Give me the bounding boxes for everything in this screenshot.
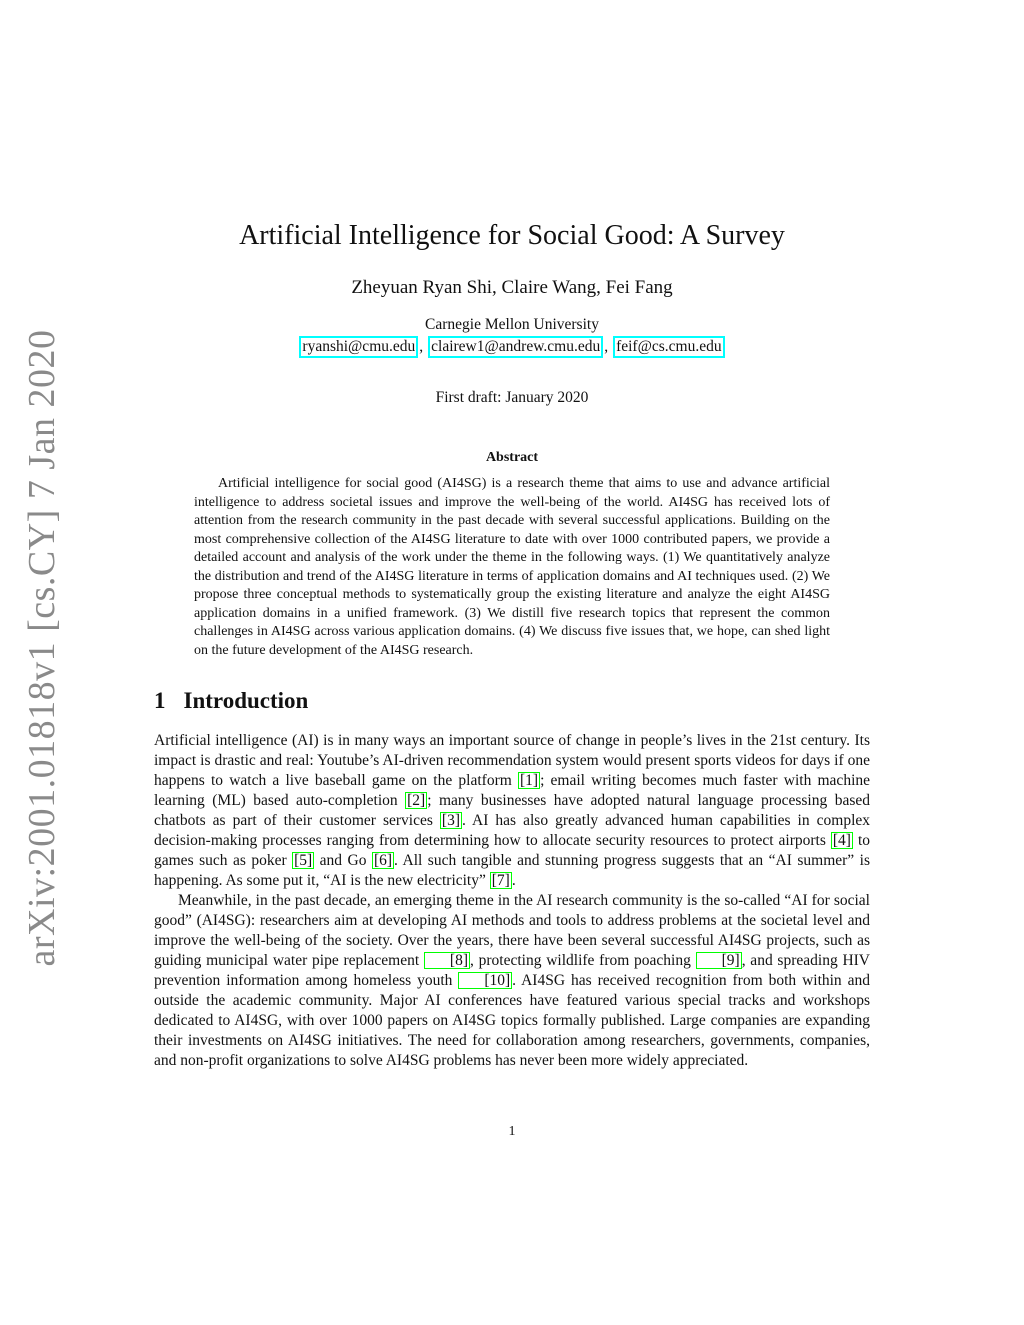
section-number: 1 bbox=[154, 688, 166, 713]
affiliation: Carnegie Mellon University bbox=[425, 316, 599, 333]
paragraph-text: . AI4SG has received recognition from both within and outside the academic community. Major AI conferences have featured various special tracks and workshops dedicated to AI4SG, with over 1000 papers on AI4SG topics formally published. Large companies are expanding their investments on AI4SG initiatives. The need for collaboration among researchers, governments, companies, and non-profit organizations to solve AI4SG problems has never been more widely appreciated. bbox=[154, 972, 871, 1069]
paragraph-text: , protecting wildlife from poaching bbox=[470, 952, 696, 969]
paragraph-text: . AI has also greatly advanced human capabilities in complex decision-making processes ranging from determining how to allocate security resources to protect airports bbox=[154, 812, 870, 849]
abstract-text: Artificial intelligence for social good (AI4SG) is a research theme that aims to use and advance artificial intelligence to address societal issues and improve the well-being of the world. AI4SG has received lots of attention from the research community in the past decade with several successful applications. Building on the most comprehensive collection of the AI4SG literature to date with over 1000 contributed papers, we provide a detailed account and analysis of the work under the theme in the following ways. (1) We quantitatively analyze the distribution and trend of the AI4SG literature in terms of application domains and AI techniques used. (2) We propose three conceptual methods to systematically group the existing literature and analyze the eight AI4SG application domains in a unified framework. (3) We distill five research topics that represent the common challenges in AI4SG across various application domains. (4) We discuss five issues that, we hope, can shed light on the future development of the AI4SG research. bbox=[194, 476, 830, 658]
paragraph-text: ; email writing becomes much faster with machine learning (ML) based auto-completion bbox=[154, 772, 871, 809]
abstract-heading: Abstract bbox=[485, 450, 539, 465]
paragraph-text: to games such as poker bbox=[154, 832, 870, 869]
paragraph-text: Artificial intelligence (AI) is in many ways an important source of change in people’s lives in the 21st century. Its impact is drastic and real: Youtube’s AI-driven recommendation system would present sports videos for days if one happens to watch a live baseball game on the platform bbox=[154, 732, 870, 789]
intro-paragraph-2 bbox=[154, 891, 870, 1071]
citation-link-6[interactable]: [6] bbox=[373, 852, 393, 869]
paragraph-text: and Go bbox=[314, 852, 372, 869]
citation-link-4[interactable]: [4] bbox=[832, 832, 851, 849]
citation-link-10[interactable]: [10] bbox=[458, 972, 512, 989]
section-heading bbox=[154, 688, 308, 714]
introduction-body bbox=[154, 731, 870, 1071]
citation-link-9[interactable]: [9] bbox=[696, 952, 742, 969]
paragraph-text: Meanwhile, in the past decade, an emerging theme in the AI research community is the so-called “AI for social good” (AI4SG): researchers aim at developing AI methods and tools to address problems at the societal level and improve the well-being of the society. Over the years, there have been several successful AI4SG projects, such as guiding municipal water pipe replacement bbox=[154, 892, 870, 969]
citation-link-8[interactable]: [8] bbox=[424, 952, 470, 969]
page-number: 1 bbox=[508, 1124, 516, 1139]
email-link-clairew1[interactable]: clairew1@andrew.cmu.edu bbox=[428, 336, 603, 358]
email-link-feif[interactable]: feif@cs.cmu.edu bbox=[613, 336, 725, 358]
citation-link-7[interactable]: [7] bbox=[491, 872, 510, 889]
arxiv-stamp: arXiv:2001.01818v1 [cs.CY] 7 Jan 2020 bbox=[21, 329, 63, 967]
paper-title: Artificial Intelligence for Social Good: A Survey bbox=[239, 220, 785, 251]
email-separator: , bbox=[604, 338, 609, 355]
citation-link-1[interactable]: [1] bbox=[519, 772, 539, 789]
email-separator: , bbox=[419, 338, 424, 355]
email-link-ryanshi[interactable]: ryanshi@cmu.edu bbox=[299, 336, 418, 358]
citation-link-5[interactable]: [5] bbox=[294, 852, 313, 869]
paragraph-text: . All such tangible and stunning progress suggests that an “AI summer” is happening. As some put it, “AI is the new electricity” bbox=[154, 852, 870, 889]
draft-note: First draft: January 2020 bbox=[435, 389, 589, 406]
paragraph-text: ; many businesses have adopted natural language processing based chatbots as part of their customer services bbox=[154, 792, 870, 829]
citation-link-2[interactable]: [2] bbox=[407, 792, 426, 809]
section-title: Introduction bbox=[183, 688, 309, 713]
email-list bbox=[0, 336, 1024, 358]
author-list: Zheyuan Ryan Shi, Claire Wang, Fei Fang bbox=[351, 277, 673, 298]
paragraph-text: . bbox=[511, 872, 516, 889]
citation-link-3[interactable]: [3] bbox=[441, 812, 460, 829]
intro-paragraph-1 bbox=[154, 731, 870, 891]
paragraph-text: , and spreading HIV prevention information among homeless youth bbox=[154, 952, 870, 989]
